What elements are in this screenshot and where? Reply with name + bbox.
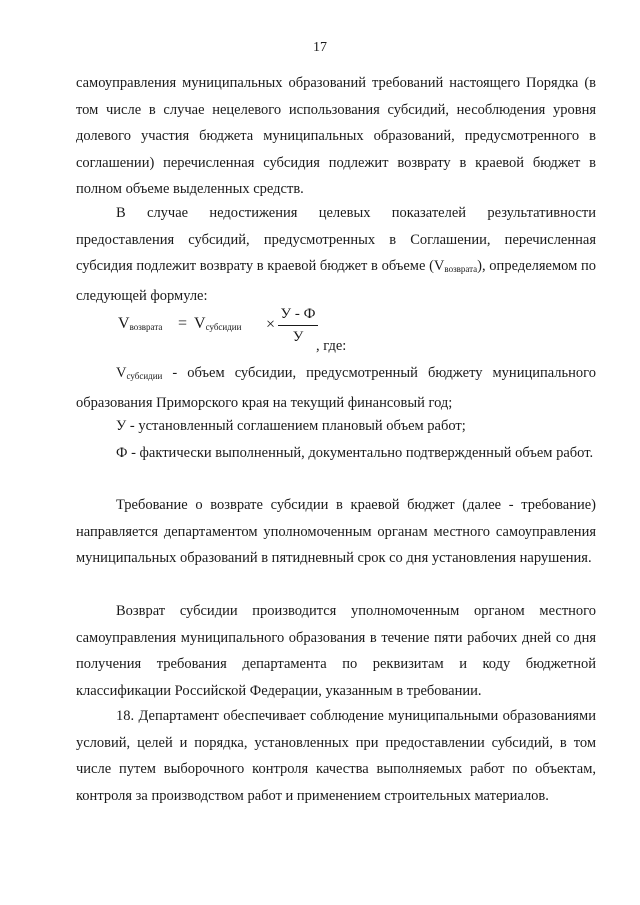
formula-denominator: У: [292, 329, 304, 345]
v-return-subscript: возврата: [444, 264, 478, 274]
definition-u: У - установленный соглашением плановый объем работ;: [116, 418, 466, 434]
formula-lhs-subscript: возврата: [129, 322, 163, 332]
formula-lhs: [118, 315, 162, 333]
paragraph-targets-not-met: [76, 200, 596, 309]
definition-v-text: - объем субсидии, предусмотренный бюджету муниципального образования Приморского края на текущий финансовый год;: [76, 365, 596, 411]
formula-equals: =: [178, 315, 188, 332]
definition-v-subscript: субсидии: [126, 371, 163, 381]
page-number: 17: [313, 40, 327, 55]
paragraph-targets-text: В случае недостижения целевых показателей результативности предоставления субсидий, предусмотренных в Соглашении, перечисленная субсидия подлежит возврату в краевой бюджет в объеме (V: [76, 205, 596, 274]
definition-v-subsidy: [76, 360, 596, 416]
formula-times: ×: [266, 316, 276, 333]
paragraph-violation-return: самоуправления муниципальных образований требований настоящего Порядка (в том числе в случае нецелевого использования субсидий, несоблюдения уровня долевого участия бюджета муниципальных образований, предусмотренного в соглашении) перечисленная субсидия подлежит возврату в краевой бюджет в полном объеме выделенных средств.: [76, 75, 596, 197]
paragraph-18-control: 18. Департамент обеспечивает соблюдение муниципальными образованиями условий, целей и порядка, установленных при предоставлении субсидий, в том числе путем выборочного контроля качества выполняемых работ по объектам, контроля за производством работ и применением строительных материалов.: [76, 708, 596, 804]
formula-fraction: [278, 305, 318, 346]
definition-f: Ф - фактически выполненный, документально подтвержденный объем работ.: [116, 445, 594, 461]
formula-lhs-symbol: V: [118, 315, 130, 332]
paragraph-return-procedure: Возврат субсидии производится уполномоченным органом местного самоуправления муниципального образования в течение пяти рабочих дней со дня получения требования департамента по реквизитам и коду бюджетной классификации Российской Федерации, указанным в требовании.: [76, 603, 596, 699]
formula-rhs-symbol: V: [194, 315, 206, 332]
formula-numerator: У - Ф: [280, 306, 316, 322]
formula-rhs: [194, 315, 241, 333]
definition-v-symbol: V: [116, 365, 127, 381]
formula-rhs-subscript: субсидии: [205, 322, 242, 332]
formula-where: , где:: [316, 338, 347, 354]
formula-fraction-bar: [278, 325, 318, 326]
paragraph-targets-tail: ), определяемом по следующей формуле:: [76, 258, 596, 304]
paragraph-requirement: Требование о возврате субсидии в краевой бюджет (далее - требование) направляется департаментом уполномоченным органам местного самоуправления муниципальных образований в пятидневный срок со дня установления нарушения.: [76, 497, 596, 566]
return-formula: [118, 305, 378, 355]
